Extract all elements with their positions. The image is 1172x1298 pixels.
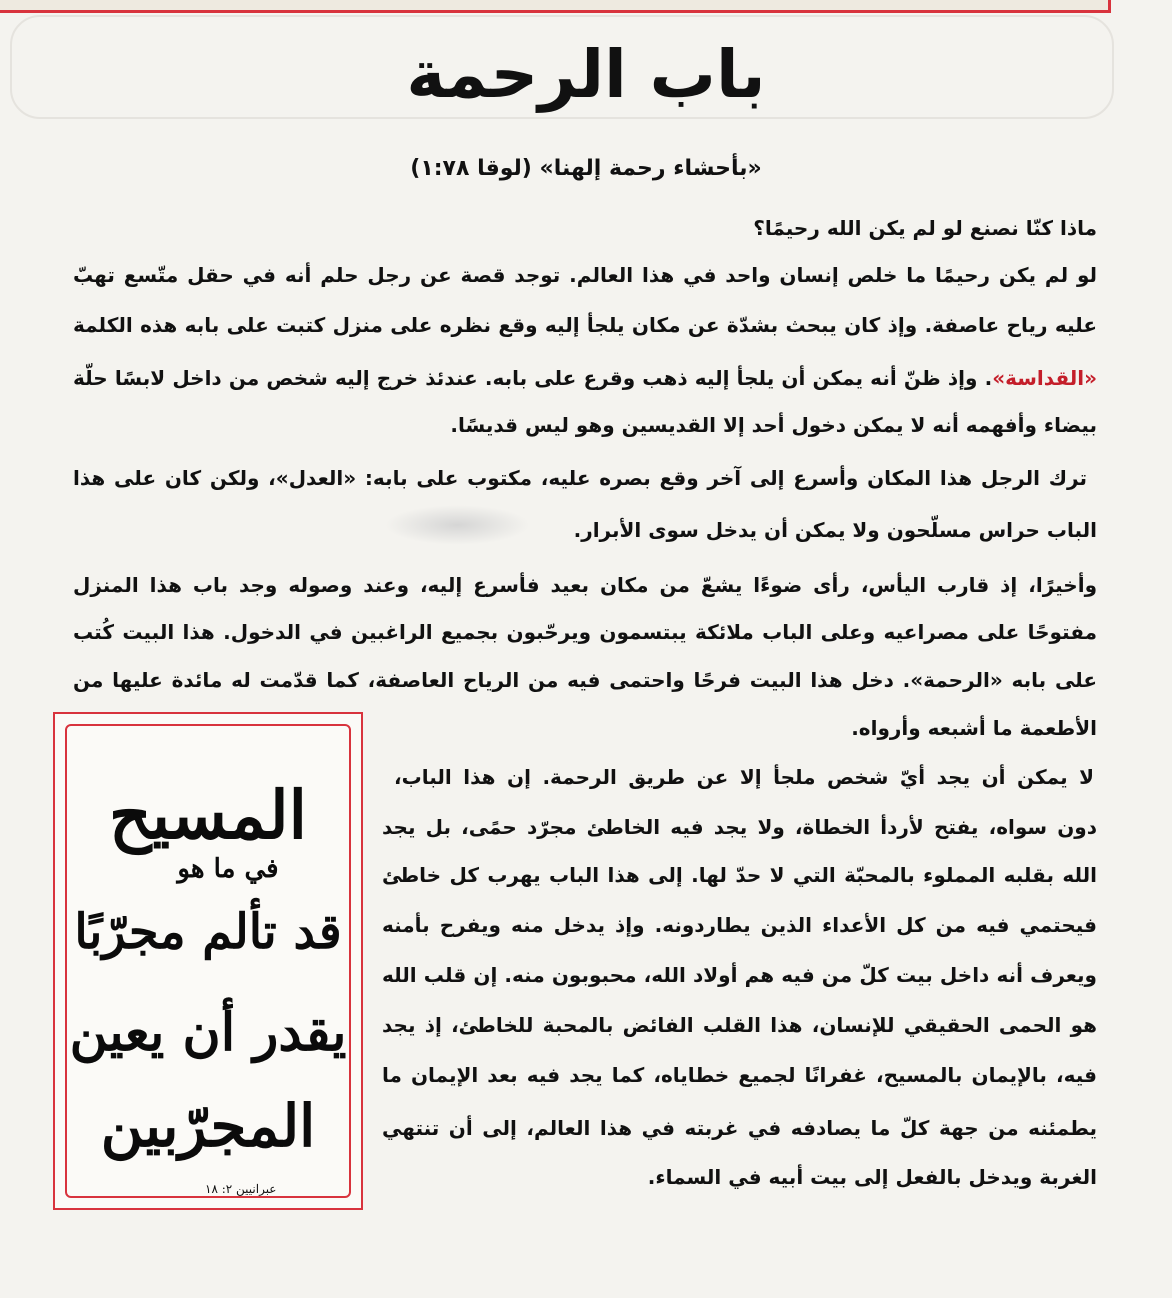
paragraph-line: لو لم يكن رحيمًا ما خلص إنسان واحد في هذا العالم. توجد قصة عن رجل حلم أنه في حقل متّسع تهبّ (73, 263, 1097, 287)
calligraphy-line: المسيح (109, 776, 307, 854)
paragraph-line: فيحتمي فيه من كل الأعداء الذين يطاردونه. وإذ يدخل منه ويفرح بأمنه (382, 913, 1097, 937)
paragraph-line: ترك الرجل هذا المكان وأسرع إلى آخر وقع بصره عليه، مكتوب على بابه: «العدل»، ولكن كان على هذا (73, 466, 1087, 490)
article-title: باب الرحمة (406, 36, 766, 113)
paragraph-text: . وإذ ظنّ أنه يمكن أن يلجأ إليه ذهب وقرع على بابه. عندئذ خرج إليه شخص من داخل لابسًا حلّة (73, 366, 993, 390)
calligraphy-line: قد تألم مجرّبًا (74, 904, 342, 960)
highlighted-word: «القداسة» (992, 366, 1097, 390)
paragraph-line: بيضاء وأفهمه أنه لا يمكن دخول أحد إلا القديسين وهو ليس قديسًا. (450, 413, 1097, 437)
paragraph-line: الباب حراس مسلّحون ولا يمكن أن يدخل سوى الأبرار. (573, 518, 1097, 542)
calligraphy-line: يقدر أن يعين (69, 1002, 347, 1063)
paragraph-line: لا يمكن أن يجد أيّ شخص ملجأ إلا عن طريق الرحمة. إن هذا الباب، (394, 765, 1094, 789)
paragraph-line: مفتوحًا على مصراعيه وعلى الباب ملائكة يبتسمون ويرحّبون بجميع الراغبين في الدخول. هذا البيت كُتب (73, 620, 1097, 644)
calligraphy-line: المجرّبين (100, 1092, 316, 1160)
verse-reference: «بأحشاء رحمة إلهنا» (لوقا ١:٧٨) (410, 156, 762, 181)
paragraph-line: هو الحمى الحقيقي للإنسان، هذا القلب الفائض بالمحبة للخاطئ، إذ يجد (382, 1013, 1097, 1037)
paragraph-line (73, 363, 1097, 393)
paragraph-line: الأطعمة ما أشبعه وأرواه. (851, 716, 1097, 740)
calligraphy-reference: عبرانيين ٢: ١٨ (205, 1182, 277, 1196)
calligraphy-frame (53, 712, 363, 1210)
paragraph-line: ماذا كنّا نصنع لو لم يكن الله رحيمًا؟ (753, 216, 1097, 240)
paragraph-line: ويعرف أنه داخل بيت كلّ من فيه هم أولاد الله، محبوبون منه. إن قلب الله (382, 963, 1097, 987)
paragraph-line: فيه، بالإيمان بالمسيح، غفرانًا لجميع خطاياه، كما يجد فيه بعد الإيمان ما (382, 1063, 1097, 1087)
paragraph-line: على بابه «الرحمة». دخل هذا البيت فرحًا واحتمى فيه من الرياح العاصفة، كما قدّمت له مائدة عليها من (73, 668, 1097, 692)
paragraph-line: الغربة ويدخل بالفعل إلى بيت أبيه في السماء. (647, 1165, 1097, 1189)
paragraph-line: يطمئنه من جهة كلّ ما يصادفه في غربته في هذا العالم، إلى أن تنتهي (382, 1116, 1097, 1140)
paper-crease (385, 505, 530, 545)
paragraph-line: الله بقلبه المملوء بالمحبّة التي لا حدّ لها. إلى هذا الباب يهرب كل خاطئ (382, 863, 1097, 887)
paragraph-line: دون سواه، يفتح لأردأ الخطاة، ولا يجد فيه الخاطئ مجرّد حمًى، بل يجد (382, 815, 1097, 839)
calligraphy-line: في ما هو (177, 854, 279, 884)
paragraph-line: عليه رياح عاصفة. وإذ كان يبحث بشدّة عن مكان يلجأ إليه وقع نظره على منزل كتبت على بابه هذه الكلمة (73, 313, 1097, 337)
paragraph-line: وأخيرًا، إذ قارب اليأس، رأى ضوءًا يشعّ من مكان بعيد فأسرع إليه، وعند وصوله وجد باب هذا المنزل (73, 573, 1097, 597)
